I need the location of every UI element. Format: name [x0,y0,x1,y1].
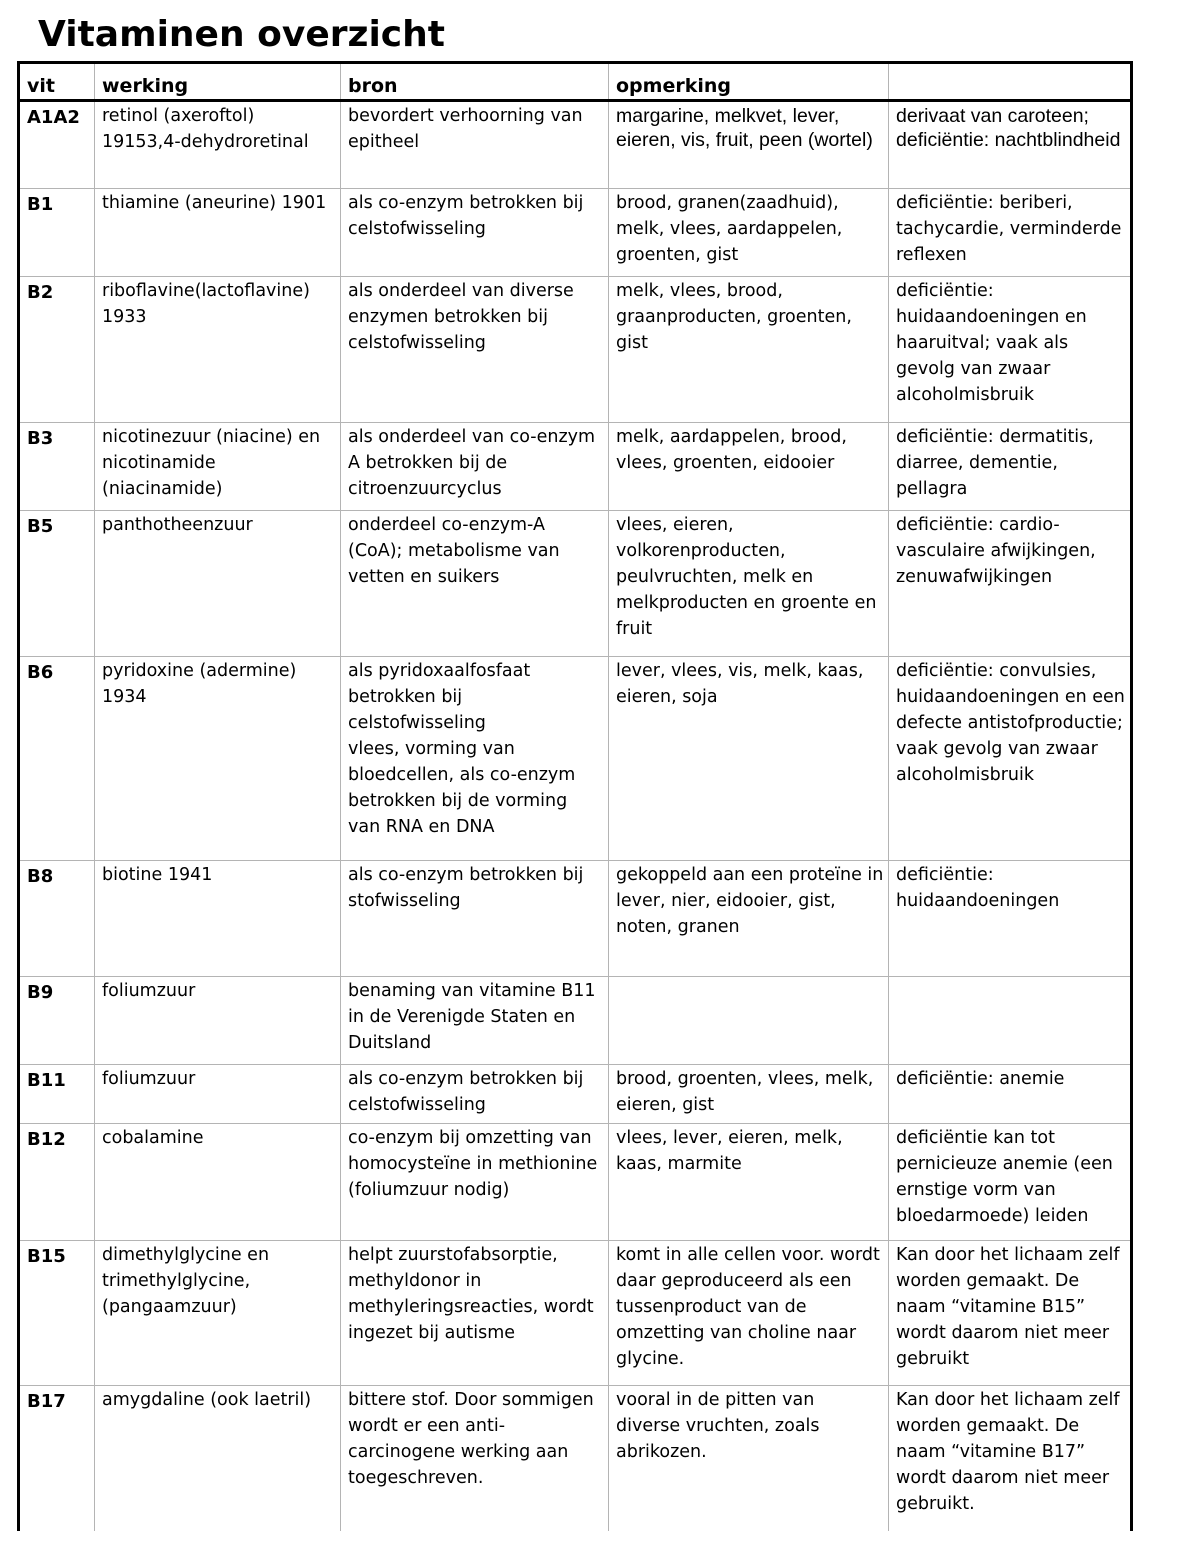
table-row [19,1065,1132,1124]
cell-werking: cobalamine [95,1124,341,1241]
cell-extra: deficiëntie: huidaandoeningen [889,861,1132,977]
table-row [19,657,1132,861]
cell-bron: als co-enzym betrokken bij celstofwisseling [341,1065,609,1124]
header-vit: vit [19,63,95,101]
cell-bron: bevordert verhoorning van epitheel [341,101,609,189]
cell-opmerking: margarine, melkvet, lever, eieren, vis, fruit, peen (wortel) [609,101,889,189]
table-row [19,423,1132,511]
cell-opmerking: brood, granen(zaadhuid), melk, vlees, aardappelen, groenten, gist [609,189,889,277]
cell-vit: B9 [19,977,95,1065]
table-row [19,1241,1132,1386]
cell-werking: amygdaline (ook laetril) [95,1386,341,1531]
cell-extra [889,977,1132,1065]
cell-werking: dimethylglycine en trimethylglycine, (pangaamzuur) [95,1241,341,1386]
cell-werking: retinol (axeroftol) 19153,4-dehydroretinal [95,101,341,189]
cell-bron: als co-enzym betrokken bij celstofwisseling [341,189,609,277]
cell-extra: deficiëntie: dermatitis, diarree, dementie, pellagra [889,423,1132,511]
cell-bron: als onderdeel van co-enzym A betrokken bij de citroenzuurcyclus [341,423,609,511]
cell-opmerking: lever, vlees, vis, melk, kaas, eieren, soja [609,657,889,861]
header-extra [889,63,1132,101]
cell-vit: B2 [19,277,95,423]
cell-extra: deficiëntie: convulsies, huidaandoeningen en een defecte antistofproductie; vaak gevolg van zwaar alcoholmisbruik [889,657,1132,861]
cell-werking: nicotinezuur (niacine) en nicotinamide (niacinamide) [95,423,341,511]
cell-extra: deficiëntie: cardio-vasculaire afwijkingen, zenuwafwijkingen [889,511,1132,657]
cell-vit: B8 [19,861,95,977]
table-row [19,277,1132,423]
cell-opmerking [609,977,889,1065]
cell-extra: deficiëntie: huidaandoeningen en haaruitval; vaak als gevolg van zwaar alcoholmisbruik [889,277,1132,423]
cell-extra: derivaat van caroteen; deficiëntie: nachtblindheid [889,101,1132,189]
cell-opmerking: vooral in de pitten van diverse vruchten, zoals abrikozen. [609,1386,889,1531]
cell-werking: foliumzuur [95,1065,341,1124]
cell-vit: B6 [19,657,95,861]
cell-werking: panthotheenzuur [95,511,341,657]
cell-opmerking: melk, vlees, brood, graanproducten, groenten, gist [609,277,889,423]
cell-extra: deficiëntie kan tot pernicieuze anemie (een ernstige vorm van bloedarmoede) leiden [889,1124,1132,1241]
cell-opmerking: vlees, eieren, volkorenproducten, peulvruchten, melk en melkproducten en groente en fruit [609,511,889,657]
cell-bron: bittere stof. Door sommigen wordt er een anti-carcinogene werking aan toegeschreven. [341,1386,609,1531]
cell-bron: als onderdeel van diverse enzymen betrokken bij celstofwisseling [341,277,609,423]
cell-extra: deficiëntie: beriberi, tachycardie, verminderde reflexen [889,189,1132,277]
cell-werking: riboflavine(lactoflavine) 1933 [95,277,341,423]
cell-vit: B11 [19,1065,95,1124]
header-opmerking: opmerking [609,63,889,101]
vitamin-table [17,61,1133,1531]
table-row [19,1386,1132,1531]
cell-bron: helpt zuurstofabsorptie, methyldonor in methyleringsreacties, wordt ingezet bij autisme [341,1241,609,1386]
cell-bron: als co-enzym betrokken bij stofwisseling [341,861,609,977]
cell-extra: Kan door het lichaam zelf worden gemaakt. De naam “vitamine B17” wordt daarom niet meer gebruikt. [889,1386,1132,1531]
table-row [19,511,1132,657]
cell-werking: thiamine (aneurine) 1901 [95,189,341,277]
table-row [19,189,1132,277]
cell-opmerking: komt in alle cellen voor. wordt daar geproduceerd als een tussenproduct van de omzetting van choline naar glycine. [609,1241,889,1386]
cell-extra: Kan door het lichaam zelf worden gemaakt. De naam “vitamine B15” wordt daarom niet meer gebruikt [889,1241,1132,1386]
table-row [19,101,1132,189]
cell-vit: B17 [19,1386,95,1531]
cell-opmerking: vlees, lever, eieren, melk, kaas, marmite [609,1124,889,1241]
table-row [19,1124,1132,1241]
table-row [19,861,1132,977]
cell-vit: B5 [19,511,95,657]
page-title: Vitaminen overzicht [38,14,445,55]
cell-extra: deficiëntie: anemie [889,1065,1132,1124]
cell-bron: onderdeel co-enzym-A (CoA); metabolisme van vetten en suikers [341,511,609,657]
cell-vit: B3 [19,423,95,511]
cell-vit: B12 [19,1124,95,1241]
cell-opmerking: gekoppeld aan een proteïne in lever, nier, eidooier, gist, noten, granen [609,861,889,977]
cell-bron: benaming van vitamine B11 in de Verenigde Staten en Duitsland [341,977,609,1065]
header-row [19,63,1132,101]
cell-opmerking: melk, aardappelen, brood, vlees, groenten, eidooier [609,423,889,511]
header-bron: bron [341,63,609,101]
header-werking: werking [95,63,341,101]
cell-werking: foliumzuur [95,977,341,1065]
cell-werking: pyridoxine (adermine) 1934 [95,657,341,861]
table-row [19,977,1132,1065]
cell-opmerking: brood, groenten, vlees, melk, eieren, gist [609,1065,889,1124]
cell-vit: B1 [19,189,95,277]
cell-werking: biotine 1941 [95,861,341,977]
cell-vit: B15 [19,1241,95,1386]
cell-bron: als pyridoxaalfosfaat betrokken bij celstofwisseling vlees, vorming van bloedcellen, als co-enzym betrokken bij de vorming van RNA en DNA [341,657,609,861]
cell-vit: A1A2 [19,101,95,189]
cell-bron: co-enzym bij omzetting van homocysteïne in methionine (foliumzuur nodig) [341,1124,609,1241]
